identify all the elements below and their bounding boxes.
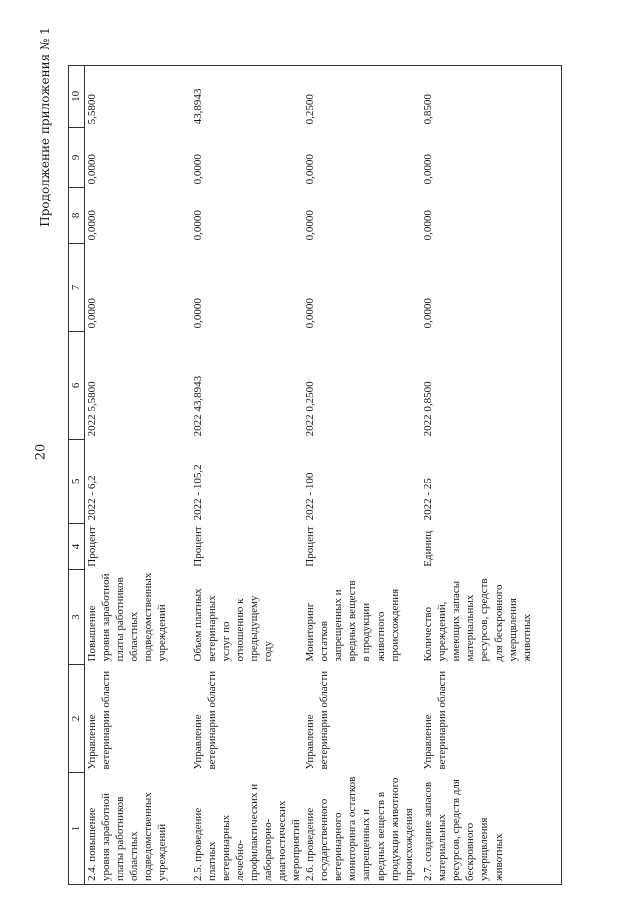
- col-header-3: 3: [69, 570, 85, 665]
- row-value-10: 0,2500: [303, 65, 421, 127]
- col-header-10: 10: [69, 65, 85, 127]
- row-number: 2.6.: [304, 864, 317, 881]
- row-value-8: 0,0000: [304, 210, 317, 241]
- row-target: 2022 - 25: [421, 439, 561, 523]
- row-executor: Управление ветеринарии области: [86, 670, 113, 770]
- row-value-7: 0,0000: [304, 298, 317, 329]
- row-indicator: Мониторинг остатков запрещенных и вредных веществ в продукции животного происхождения: [304, 580, 401, 662]
- row-target: 2022 - 6,2: [86, 475, 98, 521]
- row-total: 5,5800: [86, 381, 98, 412]
- row-year-total-cell: [303, 331, 421, 439]
- col-header-1: 1: [69, 773, 85, 885]
- appendix-note: Продолжение приложения № 1: [38, 27, 52, 227]
- row-executor: Управление ветеринарии области: [421, 665, 561, 773]
- row-activity-cell: [421, 773, 561, 885]
- row-unit: Единиц: [421, 523, 561, 569]
- row-value-8: 0,0000: [191, 210, 204, 241]
- row-value-7: 0,0000: [191, 298, 204, 329]
- row-value-9: 0,0000: [304, 154, 317, 185]
- row-value-8: 0,0000: [421, 187, 561, 243]
- row-target: 2022 - 105,2: [191, 464, 204, 521]
- col-header-9: 9: [69, 127, 85, 187]
- row-target: 2022 - 100: [304, 472, 317, 521]
- row-activity: создание запасов материальных ресурсов, средств для бескровного умерщвления животных: [422, 779, 505, 881]
- col-header-6: 6: [69, 331, 85, 439]
- row-activity: проведение государственного ветеринарного мониторинга остатков запрещенных и вредных веществ в продукции животного происхождения: [304, 776, 415, 881]
- row-number: 2.7.: [422, 864, 435, 881]
- row-activity-cell: [191, 773, 304, 885]
- row-indicator: Количество учреждений, имеющих запасы материальных ресурсов, средств для бескровного умерщвления животных: [421, 570, 561, 665]
- table-row: [303, 65, 421, 884]
- col-header-2: 2: [69, 665, 85, 773]
- row-activity-cell: [85, 773, 191, 885]
- row-indicator: Объем платных ветеринарных услуг по отношению к предыдущему году: [191, 588, 274, 662]
- row-year: 2022: [422, 414, 435, 437]
- row-unit: Процент: [86, 526, 98, 567]
- table-row: [191, 65, 304, 884]
- row-value-7: 0,0000: [421, 243, 561, 331]
- col-header-4: 4: [69, 523, 85, 569]
- row-activity: повышение уровня заработной платы работников областных подведомственных учреждений: [86, 792, 169, 881]
- row-year: 2022: [304, 414, 317, 437]
- row-total: 43,8943: [191, 375, 204, 412]
- row-year-total-cell: [191, 331, 304, 439]
- row-value-7: 0,0000: [86, 298, 98, 329]
- row-number: 2.4.: [86, 864, 98, 881]
- row-year: 2022: [191, 414, 204, 437]
- row-indicator: Повышение уровня заработной платы работников областных подведомственных учреждений: [86, 572, 169, 662]
- row-executor: Управление ветеринарии области: [191, 670, 218, 770]
- program-table: [68, 65, 562, 885]
- row-total: 0,2500: [304, 381, 317, 412]
- row-total: 0,8500: [422, 381, 435, 412]
- col-header-5: 5: [69, 439, 85, 523]
- col-header-7: 7: [69, 243, 85, 331]
- row-activity-cell: [303, 773, 421, 885]
- page-number: 20: [33, 443, 49, 461]
- col-header-8: 8: [69, 187, 85, 243]
- row-value-8: 0,0000: [86, 210, 98, 241]
- row-number: 2.5.: [191, 864, 204, 881]
- row-executor: Управление ветеринарии области: [304, 670, 331, 770]
- table-row: [421, 65, 561, 884]
- row-year-total-cell: [421, 331, 561, 439]
- header-row: [69, 65, 85, 884]
- row-value-10: 43,8943: [191, 65, 304, 127]
- row-value-9: 0,0000: [86, 154, 98, 185]
- row-year: 2022: [86, 414, 98, 437]
- row-value-9: 0,0000: [191, 154, 204, 185]
- row-value-10: 0,8500: [421, 65, 561, 127]
- row-value-10: 5,5800: [85, 65, 191, 127]
- row-unit: Процент: [191, 526, 204, 567]
- row-activity: проведение платных ветеринарных лечебно-профилактических и лабораторно-диагностических мероприятий: [191, 783, 303, 881]
- row-value-9: 0,0000: [421, 127, 561, 187]
- table-row: [85, 65, 191, 884]
- row-unit: Процент: [304, 526, 317, 567]
- row-year-total-cell: [85, 331, 191, 439]
